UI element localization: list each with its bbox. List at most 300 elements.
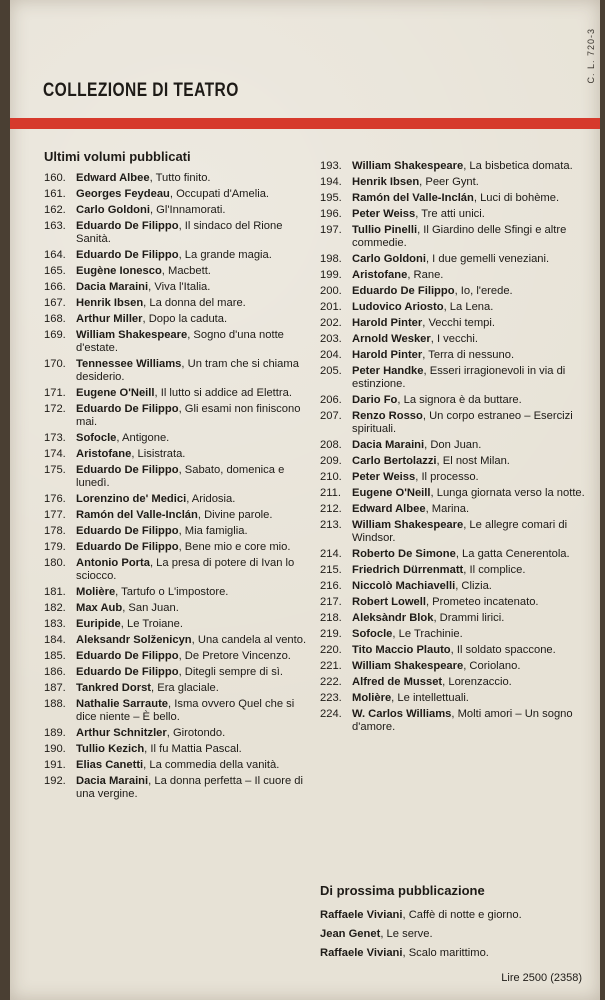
volume-text [76, 329, 316, 355]
work-title: , Lisistrata. [131, 448, 186, 460]
volume-entry [44, 682, 316, 695]
work-title: , Il sindaco del Rione Sanità. [76, 220, 283, 245]
author-name: Tullio Kezich [76, 743, 145, 755]
volume-text [76, 249, 316, 262]
work-title: , Le intellettuali. [391, 692, 469, 704]
work-title: , Caffè di notte e giorno. [402, 909, 522, 921]
volume-number: 184. [44, 634, 66, 646]
volume-entry [320, 349, 588, 362]
volume-entry [320, 365, 588, 391]
volume-text [352, 612, 588, 625]
volume-text [76, 541, 316, 554]
volume-entry [44, 602, 316, 615]
volume-number: 212. [320, 503, 342, 515]
work-title: , El nost Milan. [436, 455, 510, 467]
work-title: , Le Trachinie. [392, 628, 463, 640]
volume-number: 171. [44, 387, 66, 399]
work-title: , La bisbetica domata. [463, 160, 573, 172]
work-title: , Le Troiane. [120, 618, 183, 630]
volume-number: 210. [320, 471, 342, 483]
volume-entry [44, 403, 316, 429]
volume-number: 172. [44, 403, 66, 415]
author-name: William Shakespeare [76, 329, 188, 341]
volume-number: 203. [320, 333, 342, 345]
author-name: Max Aub [76, 602, 123, 614]
volume-number: 179. [44, 541, 66, 553]
author-name: Harold Pinter [352, 349, 423, 361]
volume-text [352, 580, 588, 593]
volume-text [352, 660, 588, 673]
work-title: , Io, l'erede. [454, 285, 513, 297]
collection-title: COLLEZIONE DI TEATRO [43, 80, 239, 101]
volume-number: 192. [44, 775, 66, 787]
volume-text [76, 313, 316, 326]
volume-number: 162. [44, 204, 66, 216]
volume-entry [44, 281, 316, 294]
work-title: , Drammi lirici. [433, 612, 505, 624]
volume-entry [44, 541, 316, 554]
catalog-code: C. L. 720-3 [586, 28, 596, 84]
work-title: , De Pretore Vincenzo. [178, 650, 291, 662]
author-name: Molière [76, 586, 116, 598]
volume-number: 161. [44, 188, 66, 200]
volume-number: 169. [44, 329, 66, 341]
work-title: , Viva l'Italia. [148, 281, 211, 293]
volume-number: 206. [320, 394, 342, 406]
volume-entry [44, 557, 316, 583]
author-name: Raffaele Viviani [320, 947, 403, 959]
volume-text [76, 432, 316, 445]
volume-number: 201. [320, 301, 342, 313]
author-name: Aristofane [352, 269, 408, 281]
volume-number: 167. [44, 297, 66, 309]
author-name: Ludovico Ariosto [352, 301, 444, 313]
work-title: , Aridosia. [186, 493, 236, 505]
volume-entry [320, 455, 588, 468]
author-name: Euripide [76, 618, 121, 630]
author-name: Sofocle [352, 628, 393, 640]
volume-entry [44, 743, 316, 756]
volume-number: 208. [320, 439, 342, 451]
work-title: , Tre atti unici. [415, 208, 485, 220]
author-name: Eduardo De Filippo [352, 285, 455, 297]
work-title: , Molti amori – Un sogno d'amore. [352, 708, 573, 733]
volume-text [352, 317, 588, 330]
work-title: , La grande magia. [178, 249, 272, 261]
volume-number: 214. [320, 548, 342, 560]
volume-entry [44, 493, 316, 506]
volume-text [76, 775, 316, 801]
volume-entry [44, 586, 316, 599]
author-name: Tennessee Williams [76, 358, 182, 370]
work-title: , I vecchi. [430, 333, 479, 345]
volume-text [76, 727, 316, 740]
volume-entry [44, 464, 316, 490]
volume-number: 218. [320, 612, 342, 624]
volume-entry [44, 759, 316, 772]
author-name: Tullio Pinelli [352, 224, 418, 236]
volume-entry [44, 448, 316, 461]
volume-entry [44, 666, 316, 679]
volume-entry [320, 503, 588, 516]
volume-text [352, 253, 588, 266]
volume-text [76, 759, 316, 772]
volume-entry [320, 160, 588, 173]
volume-entry [44, 249, 316, 262]
work-title: , Peer Gynt. [419, 176, 479, 188]
volume-entry [44, 329, 316, 355]
upcoming-entry [320, 909, 590, 922]
volume-text [76, 265, 316, 278]
volume-number: 205. [320, 365, 342, 377]
volume-entry [320, 519, 588, 545]
work-title: , Occupati d'Amelia. [169, 188, 270, 200]
volume-entry [44, 650, 316, 663]
work-title: , Divine parole. [197, 509, 273, 521]
upcoming-entry [320, 947, 590, 960]
volume-text [352, 285, 588, 298]
volume-number: 191. [44, 759, 66, 771]
author-name: Eugène Ionesco [76, 265, 162, 277]
volume-number: 220. [320, 644, 342, 656]
volume-entry [44, 387, 316, 400]
volume-entry [44, 220, 316, 246]
author-name: Tankred Dorst [76, 682, 152, 694]
volume-entry [44, 313, 316, 326]
author-name: Dacia Maraini [76, 281, 149, 293]
volume-list-right [320, 160, 588, 734]
volume-number: 193. [320, 160, 342, 172]
red-stripe [10, 118, 600, 129]
upcoming-list [320, 909, 590, 960]
author-name: Harold Pinter [352, 317, 423, 329]
volume-entry [44, 432, 316, 445]
volume-number: 173. [44, 432, 66, 444]
volume-number: 187. [44, 682, 66, 694]
volume-number: 204. [320, 349, 342, 361]
volume-text [352, 439, 588, 452]
author-name: Carlo Goldoni [352, 253, 426, 265]
volume-number: 168. [44, 313, 66, 325]
left-column [44, 150, 316, 804]
volume-text [352, 349, 588, 362]
volume-number: 178. [44, 525, 66, 537]
volume-text [76, 281, 316, 294]
author-name: Henrik Ibsen [352, 176, 420, 188]
author-name: Peter Weiss [352, 208, 416, 220]
work-title: , Le serve. [380, 928, 433, 940]
work-title: , Lunga giornata verso la notte. [430, 487, 585, 499]
volume-text [352, 692, 588, 705]
volume-text [352, 628, 588, 641]
work-title: , Girotondo. [166, 727, 226, 739]
author-name: Eugene O'Neill [76, 387, 155, 399]
volume-entry [320, 644, 588, 657]
volume-text [76, 666, 316, 679]
volume-text [320, 928, 433, 940]
work-title: , Rane. [407, 269, 444, 281]
right-column [320, 160, 588, 737]
volume-number: 176. [44, 493, 66, 505]
work-title: , Esseri irragionevoli in via di estinzione. [352, 365, 566, 390]
work-title: , Una candela al vento. [191, 634, 307, 646]
volume-number: 174. [44, 448, 66, 460]
upcoming-entry [320, 928, 590, 941]
volume-entry [44, 775, 316, 801]
volume-entry [320, 692, 588, 705]
volume-entry [320, 660, 588, 673]
volume-text [76, 602, 316, 615]
volume-entry [44, 727, 316, 740]
work-title: , Clizia. [455, 580, 492, 592]
work-title: , I due gemelli veneziani. [425, 253, 550, 265]
volume-number: 224. [320, 708, 342, 720]
author-name: Elias Canetti [76, 759, 144, 771]
work-title: , Un tram che si chiama desiderio. [76, 358, 299, 383]
volume-text [76, 557, 316, 583]
work-title: , Ditegli sempre di sì. [178, 666, 284, 678]
author-name: Peter Handke [352, 365, 424, 377]
volume-text [352, 564, 588, 577]
volume-text [352, 548, 588, 561]
volume-entry [320, 317, 588, 330]
author-name: Aleksàndr Blok [352, 612, 434, 624]
volume-text [352, 471, 588, 484]
volume-text [320, 909, 522, 921]
author-name: Eugene O'Neill [352, 487, 431, 499]
volume-number: 166. [44, 281, 66, 293]
upcoming-heading: Di prossima pubblicazione [320, 883, 485, 898]
work-title: , Bene mio e core mio. [178, 541, 291, 553]
volume-text [352, 394, 588, 407]
volume-text [76, 634, 316, 647]
volume-text [76, 448, 316, 461]
volume-text [320, 947, 489, 959]
author-name: Eduardo De Filippo [76, 541, 179, 553]
author-name: Georges Feydeau [76, 188, 170, 200]
author-name: Alfred de Musset [352, 676, 443, 688]
work-title: , Il complice. [463, 564, 526, 576]
author-name: Friedrich Dürrenmatt [352, 564, 464, 576]
volume-entry [320, 410, 588, 436]
author-name: Arthur Miller [76, 313, 143, 325]
author-name: William Shakespeare [352, 160, 464, 172]
volume-number: 175. [44, 464, 66, 476]
author-name: Eduardo De Filippo [76, 403, 179, 415]
work-title: , La Lena. [443, 301, 494, 313]
work-title: , San Juan. [122, 602, 179, 614]
volume-entry [44, 265, 316, 278]
volume-entry [320, 301, 588, 314]
author-name: Lorenzino de' Medici [76, 493, 187, 505]
work-title: , Isma ovvero Quel che si dice niente – È bello. [76, 698, 295, 723]
volume-entry [320, 580, 588, 593]
volume-text [352, 208, 588, 221]
volume-number: 209. [320, 455, 342, 467]
author-name: Carlo Goldoni [76, 204, 150, 216]
author-name: Peter Weiss [352, 471, 416, 483]
author-name: William Shakespeare [352, 519, 464, 531]
volume-entry [44, 358, 316, 384]
volume-text [76, 204, 316, 217]
volume-text [76, 650, 316, 663]
volume-number: 221. [320, 660, 342, 672]
volume-text [76, 525, 316, 538]
work-title: , Mia famiglia. [178, 525, 248, 537]
volume-text [352, 301, 588, 314]
volume-number: 189. [44, 727, 66, 739]
volume-text [352, 192, 588, 205]
volume-entry [44, 618, 316, 631]
work-title: , Dopo la caduta. [142, 313, 228, 325]
author-name: Sofocle [76, 432, 117, 444]
volume-text [352, 596, 588, 609]
volume-number: 177. [44, 509, 66, 521]
volume-text [352, 487, 588, 500]
volume-text [76, 682, 316, 695]
author-name: W. Carlos Williams [352, 708, 452, 720]
volume-text [76, 586, 316, 599]
volume-entry [44, 509, 316, 522]
volume-number: 183. [44, 618, 66, 630]
volume-number: 198. [320, 253, 342, 265]
volume-number: 170. [44, 358, 66, 370]
volume-text [76, 464, 316, 490]
recent-heading: Ultimi volumi pubblicati [44, 149, 191, 164]
volume-text [76, 743, 316, 756]
work-title: , Luci di bohème. [473, 192, 560, 204]
author-name: Eduardo De Filippo [76, 249, 179, 261]
volume-entry [320, 487, 588, 500]
author-name: Molière [352, 692, 392, 704]
volume-number: 195. [320, 192, 342, 204]
volume-entry [320, 224, 588, 250]
price-label: Lire 2500 (2358) [501, 972, 582, 984]
volume-text [352, 519, 588, 545]
volume-number: 217. [320, 596, 342, 608]
author-name: Arnold Wesker [352, 333, 431, 345]
author-name: Raffaele Viviani [320, 909, 403, 921]
volume-number: 182. [44, 602, 66, 614]
work-title: , La presa di potere di Ivan lo sciocco. [76, 557, 295, 582]
work-title: , Antigone. [116, 432, 170, 444]
volume-text [76, 509, 316, 522]
author-name: Renzo Rosso [352, 410, 423, 422]
work-title: , Il soldato spaccone. [450, 644, 556, 656]
work-title: , Coriolano. [463, 660, 521, 672]
volume-text [76, 618, 316, 631]
work-title: , Marina. [425, 503, 470, 515]
work-title: , Scalo marittimo. [402, 947, 489, 959]
author-name: Dacia Maraini [352, 439, 425, 451]
author-name: Eduardo De Filippo [76, 650, 179, 662]
volume-entry [320, 596, 588, 609]
work-title: , Sabato, domenica e lunedì. [76, 464, 285, 489]
work-title: , Sogno d'una notte d'estate. [76, 329, 284, 354]
volume-entry [44, 525, 316, 538]
volume-text [352, 365, 588, 391]
volume-text [76, 358, 316, 384]
volume-number: 188. [44, 698, 66, 710]
work-title: , La signora è da buttare. [397, 394, 522, 406]
volume-text [76, 493, 316, 506]
volume-number: 197. [320, 224, 342, 236]
volume-text [352, 269, 588, 282]
volume-number: 216. [320, 580, 342, 592]
volume-number: 163. [44, 220, 66, 232]
work-title: , La commedia della vanità. [143, 759, 280, 771]
volume-number: 223. [320, 692, 342, 704]
author-name: Edward Albee [352, 503, 426, 515]
work-title: , Era glaciale. [151, 682, 219, 694]
work-title: , Gl'Innamorati. [149, 204, 226, 216]
volume-text [352, 455, 588, 468]
volume-text [352, 644, 588, 657]
author-name: Aleksandr Solženicyn [76, 634, 192, 646]
volume-number: 202. [320, 317, 342, 329]
volume-number: 186. [44, 666, 66, 678]
author-name: Eduardo De Filippo [76, 525, 179, 537]
volume-entry [320, 564, 588, 577]
work-title: , Le allegre comari di Windsor. [352, 519, 568, 544]
work-title: , La gatta Cenerentola. [455, 548, 570, 560]
work-title: , Macbett. [161, 265, 211, 277]
volume-number: 194. [320, 176, 342, 188]
volume-text [76, 297, 316, 310]
work-title: , Il fu Mattia Pascal. [144, 743, 242, 755]
author-name: Dacia Maraini [76, 775, 149, 787]
work-title: , Terra di nessuno. [422, 349, 515, 361]
author-name: Eduardo De Filippo [76, 220, 179, 232]
work-title: , Tutto finito. [149, 172, 211, 184]
book-back-cover [10, 0, 600, 1000]
volume-number: 181. [44, 586, 66, 598]
author-name: Tito Maccio Plauto [352, 644, 451, 656]
volume-entry [320, 176, 588, 189]
volume-text [352, 333, 588, 346]
volume-number: 165. [44, 265, 66, 277]
volume-text [352, 224, 588, 250]
author-name: Eduardo De Filippo [76, 666, 179, 678]
volume-entry [320, 285, 588, 298]
volume-list-left [44, 172, 316, 801]
author-name: Edward Albee [76, 172, 150, 184]
volume-entry [44, 297, 316, 310]
volume-text [76, 698, 316, 724]
volume-entry [320, 708, 588, 734]
volume-number: 211. [320, 487, 341, 499]
work-title: , Don Juan. [424, 439, 482, 451]
author-name: Ramón del Valle-Inclán [352, 192, 474, 204]
volume-entry [320, 439, 588, 452]
work-title: , La donna del mare. [143, 297, 246, 309]
volume-number: 180. [44, 557, 66, 569]
author-name: Jean Genet [320, 928, 381, 940]
author-name: Aristofane [76, 448, 132, 460]
work-title: , Il lutto si addice ad Elettra. [154, 387, 292, 399]
volume-number: 199. [320, 269, 342, 281]
volume-text [352, 160, 588, 173]
work-title: , Un corpo estraneo – Esercizi spirituali. [352, 410, 573, 435]
work-title: , Lorenzaccio. [442, 676, 512, 688]
volume-text [76, 387, 316, 400]
volume-number: 213. [320, 519, 342, 531]
author-name: Arthur Schnitzler [76, 727, 167, 739]
volume-text [352, 676, 588, 689]
volume-entry [44, 188, 316, 201]
volume-entry [320, 253, 588, 266]
volume-text [76, 220, 316, 246]
